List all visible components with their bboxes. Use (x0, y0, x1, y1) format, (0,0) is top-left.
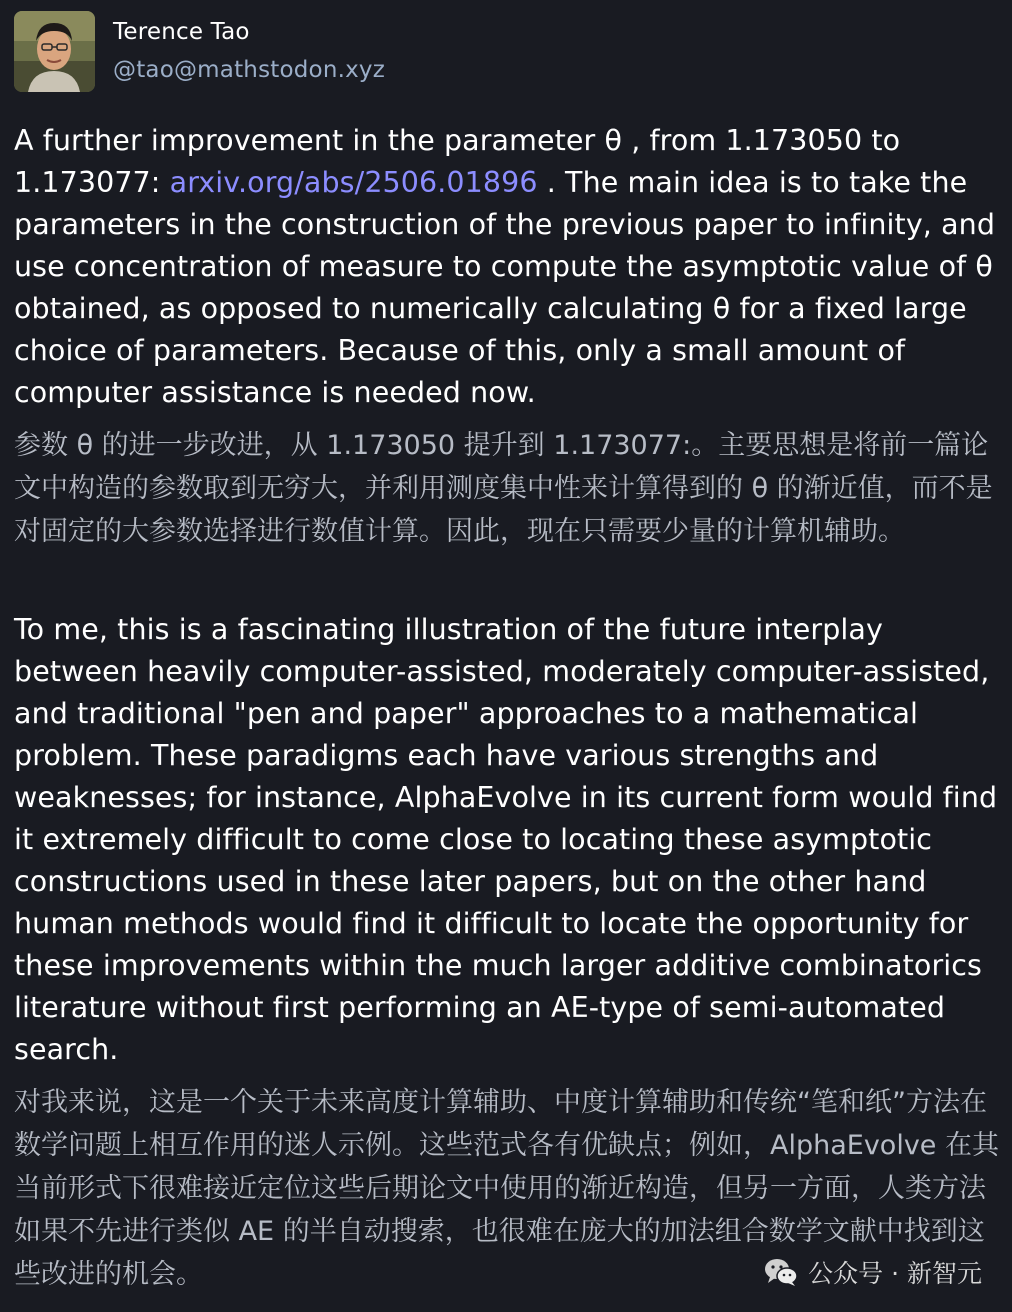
arxiv-link[interactable]: arxiv.org/abs/2506.01896 (169, 166, 538, 199)
avatar-image (14, 11, 95, 92)
paragraph-1-translation: 参数 θ 的进一步改进，从 1.173050 提升到 1.173077:。主要思想是将前一篇论文中构造的参数取到无穷大，并利用测度集中性来计算得到的 θ 的渐近值，而不是对固定的大参数选择进行数值计算。因此，现在只需要少量的计算机辅助。 (14, 430, 993, 547)
author-handle[interactable]: @tao@mathstodon.xyz (113, 57, 386, 83)
wechat-icon (764, 1257, 798, 1287)
post-content (14, 120, 1004, 1296)
watermark (764, 1254, 982, 1290)
author-display-name[interactable]: Terence Tao (113, 19, 250, 45)
paragraph-2-translation: 对我来说，这是一个关于未来高度计算辅助、中度计算辅助和传统“笔和纸”方法在数学问题上相互作用的迷人示例。这些范式各有优缺点；例如，AlphaEvolve 在其当前形式下很难接近定位这些后期论文中使用的渐近构造，但另一方面，人类方法如果不先进行类似 AE 的半自动搜索，也很难在庞大的加法组合数学文献中找到这些改进的机会。 (14, 1087, 999, 1290)
avatar[interactable] (14, 11, 95, 92)
paragraph-1-text-end: . The main idea is to take the parameters in the construction of the previous paper to infinity, and use concentration of measure to compute the asymptotic value of θ obtained, as opposed to numerically calculating θ for a fixed large choice of parameters. Because of this, only a small amount of computer assistance is needed now. (14, 166, 996, 409)
paragraph-1-english (14, 120, 1004, 414)
watermark-text: 公众号 · 新智元 (808, 1259, 982, 1288)
post-header (14, 10, 385, 92)
paragraph-2-english: To me, this is a fascinating illustration of the future interplay between heavily computer-assisted, moderately computer-assisted, and traditional "pen and paper" approaches to a mathematical problem. These paradigms each have various strengths and weaknesses; for instance, AlphaEvolve in its current form would find it extremely difficult to come close to locating these asymptotic constructions used in these later papers, but on the other hand human methods would find it difficult to locate the opportunity for these improvements within the much larger additive combinatorics literature without first performing an AE-type of semi-automated search. (14, 613, 998, 1066)
paragraph-1-text-start: A further improvement in the parameter θ , from 1.173050 to 1.173077: (14, 124, 901, 199)
